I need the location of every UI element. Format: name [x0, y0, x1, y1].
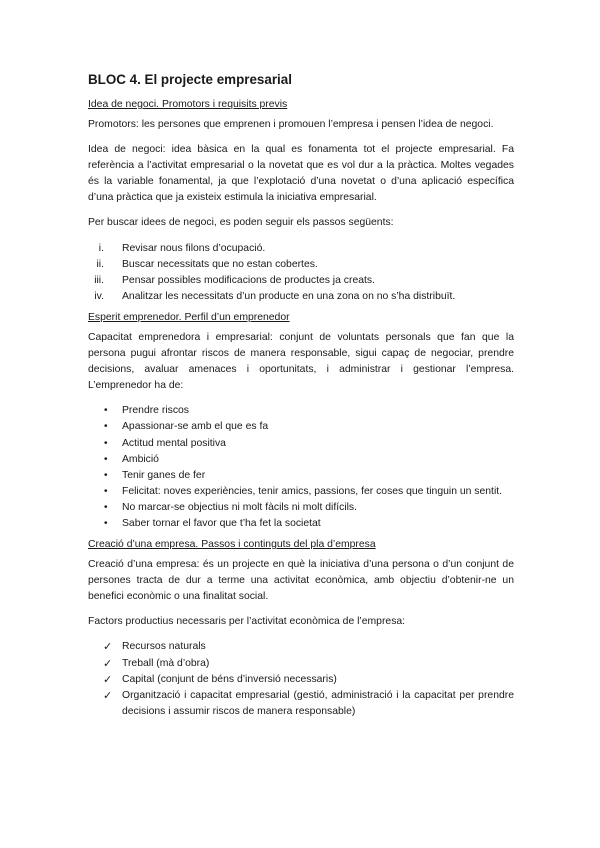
list-item-text: Felicitat: noves experiències, tenir amics, passions, fer coses que tinguin un sentit.: [122, 485, 503, 497]
paragraph-factors-productius: Factors productius necessaris per l’activitat econòmica de l’empresa:: [88, 616, 406, 628]
list-item: [88, 452, 514, 468]
list-item: [88, 688, 514, 720]
list-marker: i.: [98, 242, 104, 254]
bullet-icon: •: [104, 421, 108, 433]
list-item: [88, 484, 514, 500]
list-item: [88, 672, 514, 688]
bullet-icon: •: [104, 453, 108, 465]
checkmark-icon: ✓: [103, 673, 113, 686]
bullet-icon: •: [104, 485, 108, 497]
list-item-text: Pensar possibles modificacions de productes ja creats.: [122, 274, 375, 286]
list-item-text: Organització i capacitat empresarial (gestió, administració i la capacitat per prendre decisions i assumir riscos de manera responsable): [122, 689, 514, 717]
paragraph-capacitat-emprenedora: Capacitat emprenedora i empresarial: conjunt de voluntats personals que fan que la persona pugui afrontar riscos de manera responsable, sigui capaç de negociar, prendre decisions, avaluar amenaces i oportunitats, i administrar i gestionar l’empresa. L’emprenedor ha de:: [88, 331, 514, 392]
paragraph-buscar-idees: Per buscar idees de negoci, es poden seguir els passos següents:: [88, 217, 394, 229]
bullet-icon: •: [104, 501, 108, 513]
traits-list: [88, 403, 514, 532]
list-item-text: Apassionar-se amb el que es fa: [122, 421, 269, 433]
list-item: [88, 241, 514, 257]
list-marker: iii.: [94, 274, 104, 286]
bullet-icon: •: [104, 469, 108, 481]
list-item: [88, 273, 514, 289]
list-item-text: Recursos naturals: [122, 641, 206, 653]
paragraph-creacio-empresa: Creació d’una empresa: és un projecte en què la iniciativa d’una persona o d’un conjunt de persones tracta de dur a terme una activitat econòmica, amb objectiu d’obtenir-ne un benefici econòmic o una finalitat social.: [88, 559, 514, 603]
list-item-text: Capital (conjunt de béns d’inversió necessaris): [122, 673, 337, 685]
section-heading-esperit-emprenedor: Esperit emprenedor. Perfil d’un emprenedor: [88, 311, 290, 323]
bullet-icon: •: [104, 517, 108, 529]
list-item: [88, 516, 514, 532]
list-item-text: Buscar necessitats que no estan cobertes.: [122, 258, 318, 270]
list-item-text: Analitzar les necessitats d’un producte en una zona on no s’ha distribuït.: [122, 290, 456, 302]
list-item-text: Actitud mental positiva: [122, 437, 226, 449]
list-item: [88, 468, 514, 484]
list-item-text: Ambició: [122, 453, 159, 465]
bullet-icon: •: [104, 405, 108, 417]
list-item-text: Treball (mà d’obra): [122, 657, 210, 669]
list-item: [88, 639, 514, 655]
list-marker: ii.: [96, 258, 104, 270]
factors-list: [88, 639, 514, 719]
list-item: [88, 289, 514, 305]
section-heading-creacio-empresa: Creació d’una empresa. Passos i continguts del pla d’empresa: [88, 539, 376, 551]
list-item: [88, 436, 514, 452]
list-marker: iv.: [94, 290, 104, 302]
list-item: [88, 656, 514, 672]
checkmark-icon: ✓: [103, 657, 113, 670]
list-item: [88, 500, 514, 516]
checkmark-icon: ✓: [103, 689, 113, 702]
list-item-text: Revisar nous filons d’ocupació.: [122, 242, 266, 254]
list-item-text: Tenir ganes de fer: [122, 469, 206, 481]
list-item: [88, 257, 514, 273]
page-title: BLOC 4. El projecte empresarial: [88, 72, 292, 87]
paragraph-promotors: Promotors: les persones que emprenen i promouen l’empresa i pensen l’idea de negoci.: [88, 119, 494, 130]
steps-list: [88, 241, 514, 305]
list-item: [88, 419, 514, 435]
list-item-text: Prendre riscos: [122, 405, 189, 417]
list-item: [88, 403, 514, 419]
list-item-text: No marcar-se objectius ni molt fàcils ni molt difícils.: [122, 501, 358, 513]
checkmark-icon: ✓: [103, 641, 113, 654]
list-item-text: Saber tornar el favor que t’ha fet la societat: [122, 517, 321, 529]
section-heading-idea-negoci: Idea de negoci. Promotors i requisits previs: [88, 99, 288, 110]
document-content: [88, 72, 514, 725]
paragraph-idea-negoci: Idea de negoci: idea bàsica en la qual es fonamenta tot el projecte empresarial. Fa referència a l’activitat empresarial o la novetat que es vol dur a la pràctica. Moltes vegades és la variable fonamental, ja que l’explotació d’una novetat o d’una aplicació específica d’una pràctica que ja existeix estimula la iniciativa empresarial.: [88, 144, 514, 204]
bullet-icon: •: [104, 437, 108, 449]
